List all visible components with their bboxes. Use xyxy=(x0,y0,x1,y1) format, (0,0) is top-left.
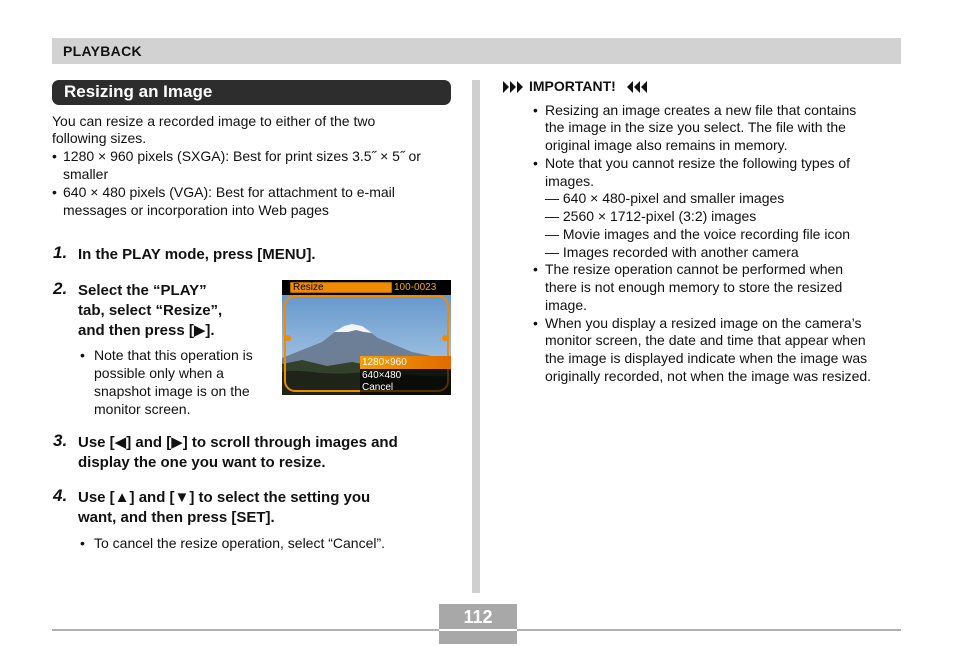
column-divider xyxy=(472,80,480,593)
important-dash-2: — 2560 × 1712-pixel (3:2) images xyxy=(545,208,757,224)
header-bar xyxy=(52,38,901,64)
step-4-note: To cancel the resize operation, select “Cancel”. xyxy=(94,535,386,551)
bullet-dot: • xyxy=(533,261,538,277)
bullet-dot: • xyxy=(80,535,85,551)
bullet-dot: • xyxy=(533,102,538,118)
important-dash-1: — 640 × 480-pixel and smaller images xyxy=(545,190,785,206)
screen-file-counter: 100-0023 xyxy=(394,282,437,293)
important-heading: IMPORTANT! xyxy=(529,78,616,94)
important-b1-l2: the image in the size you select. The file with the xyxy=(545,119,846,135)
important-dash-4: — Images recorded with another camera xyxy=(545,244,799,260)
step-1-text: In the PLAY mode, press [MENU]. xyxy=(78,246,316,263)
screen-option-cancel: Cancel xyxy=(362,382,394,393)
step-4-line-2: want, and then press [SET]. xyxy=(78,509,275,526)
page-number: 112 xyxy=(463,607,493,627)
size-option-vga-cont: messages or incorporation into Web pages xyxy=(63,202,329,218)
bullet-dot: • xyxy=(533,315,538,331)
step-3-number: 3. xyxy=(53,431,68,450)
important-b3-l1: The resize operation cannot be performed when xyxy=(545,261,844,277)
step-4-line-1: Use [▲] and [▼] to select the setting you xyxy=(78,489,371,506)
step-2-note-4: monitor screen. xyxy=(94,401,191,417)
important-b4-l4: originally recorded, not when the image was resized. xyxy=(545,368,872,384)
important-b2-l2: images. xyxy=(545,173,595,189)
step-2-line-1: Select the “PLAY” xyxy=(78,282,207,299)
important-b1-l1: Resizing an image creates a new file that contains xyxy=(545,102,857,118)
step-2-note-3: snapshot image is on the xyxy=(94,383,250,399)
step-3-line-1: Use [◀] and [▶] to scroll through images and xyxy=(78,434,398,451)
size-option-sxga: 1280 × 960 pixels (SXGA): Best for print sizes 3.5˝ × 5˝ or xyxy=(63,148,421,164)
important-b1-l3: original image also remains in memory. xyxy=(545,137,788,153)
size-option-sxga-cont: smaller xyxy=(63,166,109,182)
step-4-number: 4. xyxy=(53,486,68,505)
bullet-dot: • xyxy=(52,184,57,200)
important-marker-right-icon xyxy=(627,80,649,98)
step-2-line-3: and then press [▶]. xyxy=(78,322,215,339)
step-2-note-1: Note that this operation is xyxy=(94,347,253,363)
step-2-number: 2. xyxy=(53,279,68,298)
important-marker-left-icon xyxy=(503,80,525,98)
intro-line-2: following sizes. xyxy=(52,130,147,146)
bullet-dot: • xyxy=(533,155,538,171)
page-number-box xyxy=(439,604,517,644)
important-b4-l2: monitor screen, the date and time that appear when xyxy=(545,332,866,348)
important-b3-l3: image. xyxy=(545,297,588,313)
section-label: PLAYBACK xyxy=(63,43,142,59)
page-title: Resizing an Image xyxy=(64,82,213,101)
important-b4-l3: the image is displayed indicate when the image was xyxy=(545,350,868,366)
screen-option-640: 640×480 xyxy=(362,370,402,381)
camera-screen-illustration xyxy=(282,280,451,395)
important-b4-l1: When you display a resized image on the camera’s xyxy=(545,315,862,331)
size-option-vga: 640 × 480 pixels (VGA): Best for attachment to e-mail xyxy=(63,184,395,200)
title-pill xyxy=(52,80,451,105)
step-1-number: 1. xyxy=(53,243,68,262)
important-b3-l2: there is not enough memory to store the resized xyxy=(545,279,843,295)
intro-line-1: You can resize a recorded image to either of the two xyxy=(52,113,376,129)
screen-option-1280: 1280×960 xyxy=(362,357,407,368)
bullet-dot: • xyxy=(52,148,57,164)
important-dash-3: — Movie images and the voice recording file icon xyxy=(545,226,851,242)
step-3-line-2: display the one you want to resize. xyxy=(78,454,326,471)
bullet-dot: • xyxy=(80,347,85,363)
important-b2-l1: Note that you cannot resize the following types of xyxy=(545,155,851,171)
screen-menu-label: Resize xyxy=(293,282,324,293)
step-2-line-2: tab, select “Resize”, xyxy=(78,302,223,319)
step-2-note-2: possible only when a xyxy=(94,365,224,381)
